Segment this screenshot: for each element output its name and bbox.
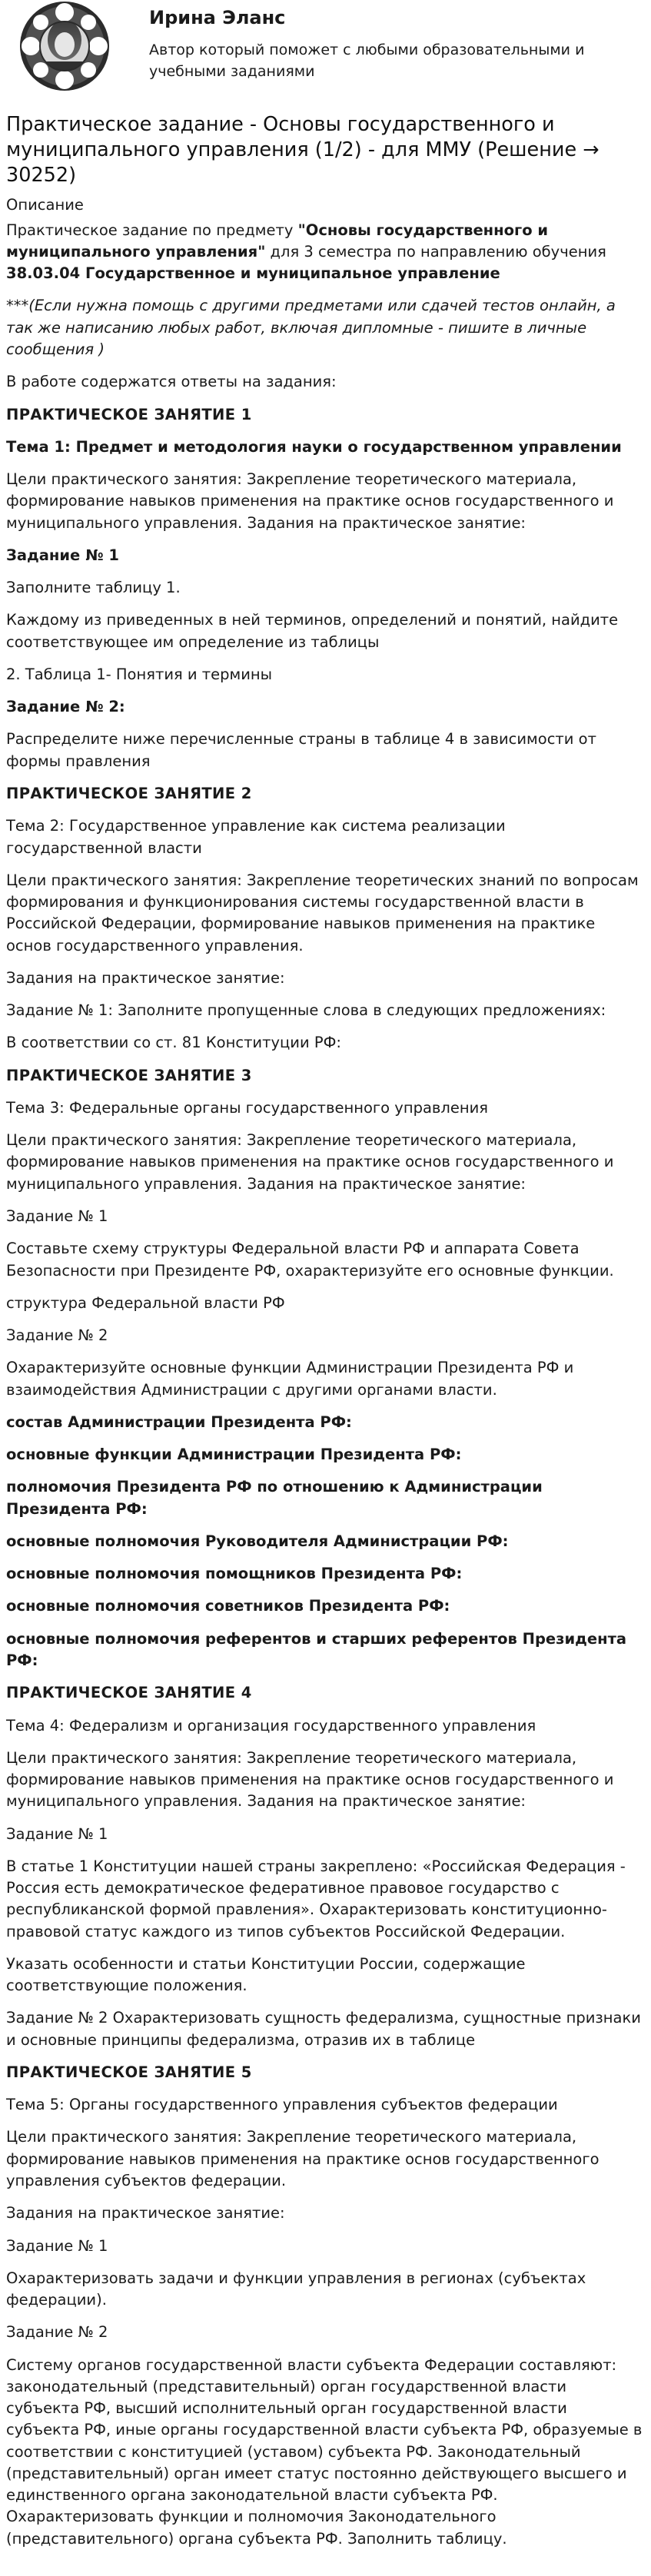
content-paragraph: Систему органов государственной власти субъекта Федерации составляют: законодательный (представительный) орган государственной власти субъекта РФ, высший исполнительный орган государственной власти субъекта РФ, иные органы государственной власти субъекта РФ, образуемые в соответствии с конституцией (уставом) субъекта РФ. Законодательный (представительный) орган имеет статус постоянно действующего высшего и единственного органа законодательной власти субъекта РФ. Охарактеризовать функции и полномочия Законодательного (представительного) органа субъекта РФ. Заполнить таблицу. [6,2355,643,2548]
intro-paragraph [6,220,643,285]
content-paragraph: Цели практического занятия: Закрепление теоретических знаний по вопросам формирования и функционирования системы государственной власти в Российской Федерации, формирование навыков применения на практике основ государственного управления. [6,871,639,954]
answers-intro: В работе содержатся ответы на задания: [6,373,337,391]
description-label: Описание [6,196,84,214]
intro-text-2: для 3 семестра по направлению обучения [265,242,606,261]
content-paragraph: Цели практического занятия: Закрепление теоретического материала, формирование навыков применения на практике основ государственного и муниципального управления. Задания на практическое занятие: [6,1748,614,1811]
content-paragraph: Указать особенности и статьи Конституции России, содержащие соответствующие положения. [6,1954,526,1995]
section-heading: основные функции Администрации Президента РФ: [6,1446,462,1464]
section-heading: Тема 1: Предмет и методология науки о государственном управлении [6,437,622,456]
section-heading: ПРАКТИЧЕСКОЕ ЗАНЯТИЕ 1 [6,405,252,423]
content-paragraph: Тема 5: Органы государственного управления субъектов федерации [6,2096,558,2114]
section-heading: основные полномочия помощников Президента РФ: [6,1565,463,1583]
author-name[interactable]: Ирина Эланс [149,7,286,28]
content-paragraph: Цели практического занятия: Закрепление теоретического материала, формирование навыков применения на практике основ государственного и муниципального управления. Задания на практическое занятие: [6,1131,614,1193]
content-paragraph: Цели практического занятия: Закрепление теоретического материала, формирование навыков применения на практике основ государственного и муниципального управления. Задания на практическое занятие: [6,470,614,532]
section-heading: ПРАКТИЧЕСКОЕ ЗАНЯТИЕ 3 [6,1066,252,1084]
content-paragraph: Задания на практическое занятие: [6,968,285,987]
content-paragraph: Задание № 2 [6,1326,108,1345]
section-heading: ПРАКТИЧЕСКОЕ ЗАНЯТИЕ 2 [6,785,252,802]
content-paragraph: Составьте схему структуры Федеральной власти РФ и аппарата Совета Безопасности при Президенте РФ, охарактеризуйте его основные функции. [6,1240,614,1280]
section-heading: Задание № 2: [6,698,125,716]
section-heading: основные полномочия Руководителя Администрации РФ: [6,1532,509,1550]
content-paragraph: Задание № 1 [6,1207,108,1225]
intro-subject: "Основы государственного и муниципального управления" [6,221,549,261]
intro-text-1: Практическое задание по предмету [6,221,298,239]
content-paragraph: Распределите ниже перечисленные страны в таблице 4 в зависимости от формы правления [6,730,596,770]
content-paragraph: Задание № 2 Охарактеризовать сущность федерализма, сущностные признаки и основные принципы федерализма, отразив их в таблице [6,2009,641,2049]
content-paragraph: Цели практического занятия: Закрепление теоретического материала, формирование навыков применения на практике основ государственного управления субъектов федерации. [6,2128,600,2190]
author-header [6,0,643,101]
author-description: Автор который поможет с любыми образовательными и учебными заданиями [149,41,585,81]
content-paragraph: Задание № 1: Заполните пропущенные слова в следующих предложениях: [6,1001,606,1020]
content-paragraph: Задание № 2 [6,2323,108,2342]
content-paragraph: Тема 2: Государственное управление как система реализации государственной власти [6,817,506,857]
page-title: Практическое задание - Основы государственного и муниципального управления (1/2) - для ММУ (Решение → 30252) [6,113,600,188]
content-paragraph: В статье 1 Конституции нашей страны закреплено: «Российская Федерация - Россия есть демократическое федеративное правовое государство с республиканской формой правления». Охарактеризовать конституционно-правовой статус каждого из типов субъектов Российской Федерации. [6,1857,626,1940]
section-heading: ПРАКТИЧЕСКОЕ ЗАНЯТИЕ 4 [6,1684,252,1702]
section-heading: Задание № 1 [6,546,119,564]
section-heading: состав Администрации Президента РФ: [6,1412,352,1431]
section-heading: ПРАКТИЧЕСКОЕ ЗАНЯТИЕ 5 [6,2063,252,2081]
content-paragraph: В соответствии со ст. 81 Конституции РФ: [6,1034,341,1052]
content-paragraph: Задание № 1 [6,2236,108,2255]
content-paragraph: Задание № 1 [6,1824,108,1843]
author-info [121,0,643,83]
content-paragraph: Охарактеризовать задачи и функции управления в регионах (субъектах федерации). [6,2269,586,2309]
content-paragraph: Заполните таблицу 1. [6,579,181,597]
intro-direction: 38.03.04 Государственное и муниципальное управление [6,264,500,283]
contact-note: ***(Если нужна помощь с другими предметами или сдачей тестов онлайн, а так же написанию любых работ, включая дипломные - пишите в личные сообщения ) [6,297,616,359]
section-heading: основные полномочия референтов и старших референтов Президента РФ: [6,1629,627,1669]
avatar[interactable] [6,0,121,95]
content-blocks [6,404,643,2550]
content-paragraph: Задания на практическое занятие: [6,2204,285,2222]
content-paragraph: Тема 4: Федерализм и организация государственного управления [6,1716,536,1734]
content-paragraph: Охарактеризуйте основные функции Администрации Президента РФ и взаимодействия Администрации с другими органами власти. [6,1359,574,1399]
section-heading: основные полномочия советников Президента РФ: [6,1597,450,1615]
content-paragraph: структура Федеральной власти РФ [6,1293,285,1312]
content-paragraph: Тема 3: Федеральные органы государственного управления [6,1098,489,1117]
film-reel-avatar-icon [6,0,121,95]
content-paragraph: 2. Таблица 1- Понятия и термины [6,665,273,683]
section-heading: полномочия Президента РФ по отношению к Администрации Президента РФ: [6,1478,543,1518]
content-paragraph: Каждому из приведенных в ней терминов, определений и понятий, найдите соответствующее им определение из таблицы [6,611,619,651]
